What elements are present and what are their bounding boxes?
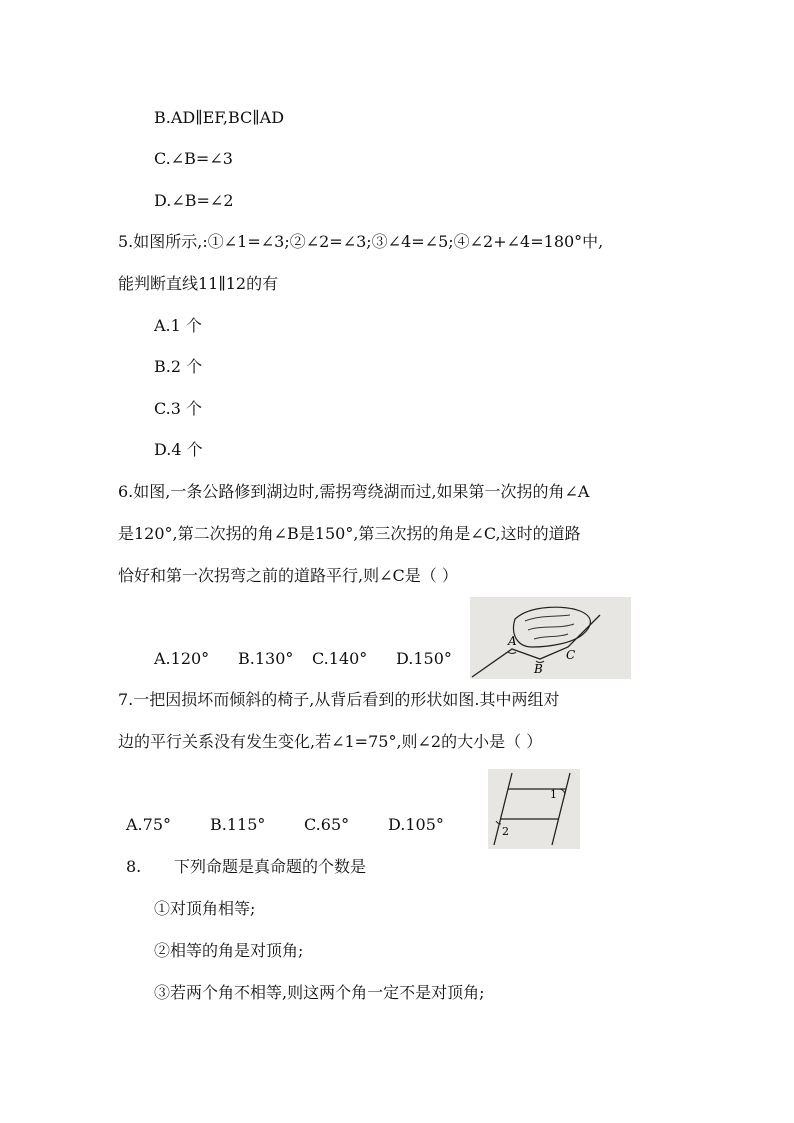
q6-figure-label-a: A bbox=[508, 634, 517, 648]
q6-option-c: C.140° bbox=[312, 649, 368, 668]
q5-stem-line2: 能判断直线11∥12的有 bbox=[118, 274, 279, 293]
q8-stem: 下列命题是真命题的个数是 bbox=[174, 857, 367, 876]
q6-option-a: A.120° bbox=[154, 649, 210, 668]
q4-option-d: D.∠B=∠2 bbox=[154, 191, 234, 210]
q7-figure-label-2: 2 bbox=[502, 825, 509, 838]
q7-option-b: B.115° bbox=[210, 815, 266, 834]
q7-figure-label-1: 1 bbox=[550, 788, 557, 801]
q5-option-b: B.2 个 bbox=[154, 357, 203, 376]
q7-option-d: D.105° bbox=[388, 815, 444, 834]
q7-stem-line1: 7.一把因损坏而倾斜的椅子,从背后看到的形状如图.其中两组对 bbox=[118, 690, 560, 709]
q4-option-b: B.AD∥EF,BC∥AD bbox=[154, 108, 285, 127]
q7-stem-line2: 边的平行关系没有发生变化,若∠1=75°,则∠2的大小是（ ） bbox=[118, 732, 543, 751]
q5-option-d: D.4 个 bbox=[154, 440, 203, 459]
q6-option-b: B.130° bbox=[238, 649, 294, 668]
q6-stem-line1: 6.如图,一条公路修到湖边时,需拐弯绕湖而过,如果第一次拐的角∠A bbox=[118, 482, 590, 501]
q5-option-c: C.3 个 bbox=[154, 399, 203, 418]
q7-figure-chair bbox=[488, 769, 580, 849]
q5-stem-line1: 5.如图所示,:①∠1=∠3;②∠2=∠3;③∠4=∠5;④∠2+∠4=180°中, bbox=[118, 232, 604, 251]
q8-item-1: ①对顶角相等; bbox=[154, 899, 256, 918]
q8-number: 8. bbox=[126, 857, 142, 876]
q6-option-d: D.150° bbox=[396, 649, 452, 668]
q6-figure-label-b: B bbox=[534, 662, 543, 676]
q6-figure-lake-road bbox=[470, 597, 631, 679]
q6-figure-label-c: C bbox=[566, 648, 576, 662]
q6-stem-line3: 恰好和第一次拐弯之前的道路平行,则∠C是（ ） bbox=[118, 566, 458, 585]
q6-stem-line2: 是120°,第二次拐的角∠B是150°,第三次拐的角是∠C,这时的道路 bbox=[118, 524, 581, 543]
q8-item-3: ③若两个角不相等,则这两个角一定不是对顶角; bbox=[154, 983, 485, 1002]
q8-item-2: ②相等的角是对顶角; bbox=[154, 941, 304, 960]
q7-option-a: A.75° bbox=[126, 815, 171, 834]
q4-option-c: C.∠B=∠3 bbox=[154, 149, 233, 168]
q5-option-a: A.1 个 bbox=[154, 316, 202, 335]
q7-option-c: C.65° bbox=[304, 815, 350, 834]
